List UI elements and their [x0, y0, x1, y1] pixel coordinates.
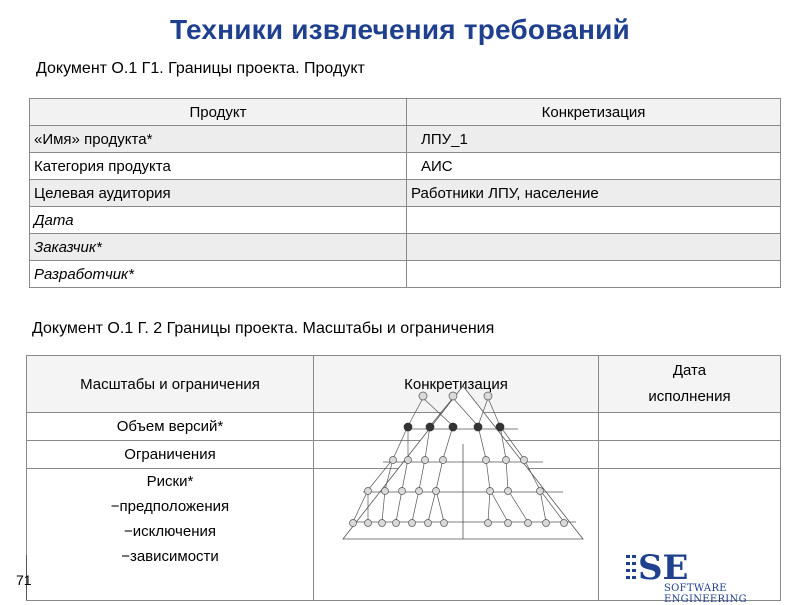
- row-value: [407, 234, 781, 261]
- header-date: Дата исполнения: [599, 356, 781, 413]
- row-value: [407, 261, 781, 288]
- row-label: «Имя» продукта*: [30, 126, 407, 153]
- row-label: Объем версий*: [27, 413, 314, 441]
- risks-cell: Риски* −предположения −исключения −зависимости: [27, 469, 314, 601]
- table-header-row: [30, 99, 781, 126]
- row-label: Категория продукта: [30, 153, 407, 180]
- table-row: [30, 180, 781, 207]
- row-label: Дата: [30, 207, 407, 234]
- row-value: АИС: [407, 153, 781, 180]
- svg-text:SE: SE: [638, 548, 689, 588]
- row-label: Заказчик*: [30, 234, 407, 261]
- row-label: Ограничения: [27, 441, 314, 469]
- table-row: [30, 234, 781, 261]
- page-title: Техники извлечения требований: [170, 14, 630, 45]
- table-row: [30, 153, 781, 180]
- table-row: [30, 207, 781, 234]
- row-value: ЛПУ_1: [407, 126, 781, 153]
- header-product: Продукт: [30, 99, 407, 126]
- row-value: [407, 207, 781, 234]
- product-table: [29, 98, 781, 288]
- doc1-caption: Документ О.1 Г1. Границы проекта. Продукт: [36, 60, 365, 77]
- table-row: [30, 126, 781, 153]
- page-number: 71: [16, 572, 32, 588]
- header-concretization: Конкретизация: [407, 99, 781, 126]
- doc2-caption: Документ О.1 Г. 2 Границы проекта. Масштабы и ограничения: [32, 320, 495, 337]
- row-label: Целевая аудитория: [30, 180, 407, 207]
- logo-text: SOFTWARE ENGINEERING: [664, 583, 747, 605]
- hierarchy-pyramid-diagram: [328, 384, 598, 544]
- table-row: [30, 261, 781, 288]
- row-value: Работники ЛПУ, население: [407, 180, 781, 207]
- header-scope: Масштабы и ограничения: [27, 356, 314, 413]
- row-label: Разработчик*: [30, 261, 407, 288]
- header-concretization: Конкретизация: [314, 356, 599, 413]
